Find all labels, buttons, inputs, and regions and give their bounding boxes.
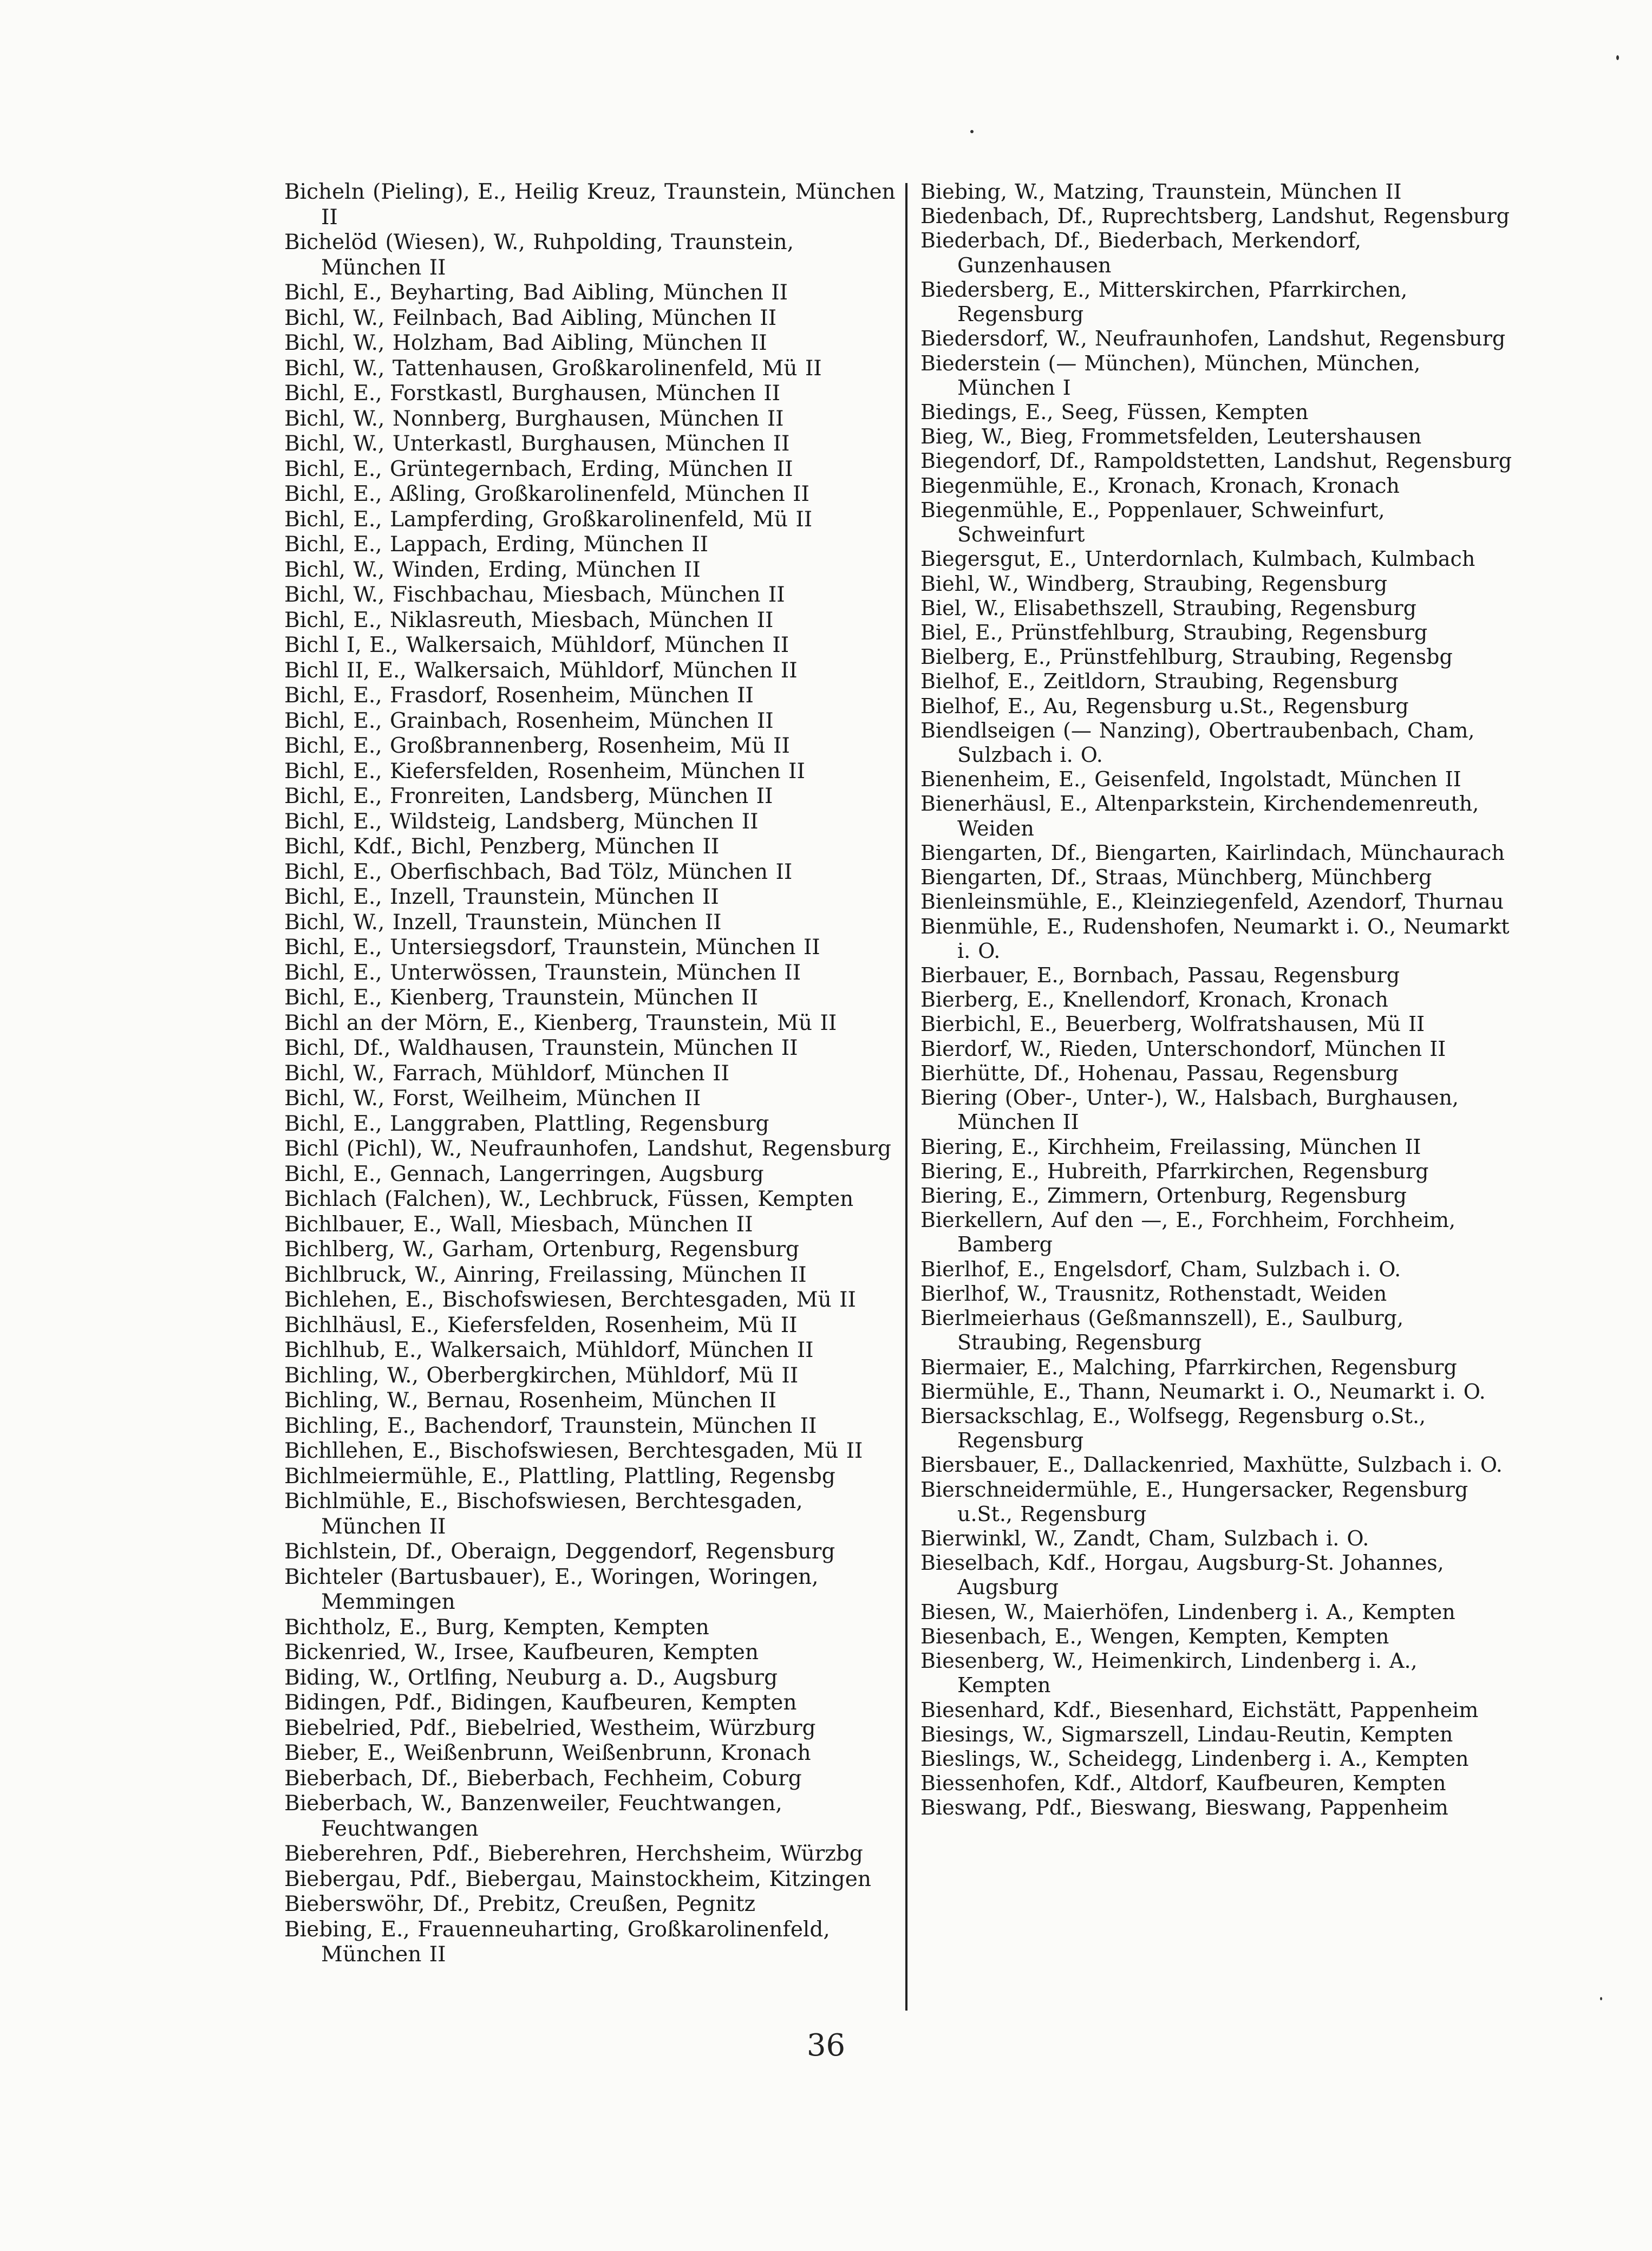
place-entry: Bieberehren, Pdf., Bieberehren, Herchsheim, Würzbg: [284, 1842, 863, 1866]
place-entry: Biedings, E., Seeg, Füssen, Kempten: [920, 400, 1309, 424]
place-entry: Bichl, E., Wildsteig, Landsberg, München II: [284, 809, 759, 834]
place-entry: Biederstein (— München), München, München, München I: [920, 351, 1421, 400]
place-entry: Biermühle, E., Thann, Neumarkt i. O., Neumarkt i. O.: [920, 1379, 1486, 1404]
place-entry: Biengarten, Df., Biengarten, Kairlindach, Münchaurach: [920, 840, 1505, 865]
place-entry: Bichl, W., Holzham, Bad Aibling, München II: [284, 331, 767, 355]
place-entry: Bienenheim, E., Geisenfeld, Ingolstadt, München II: [920, 767, 1461, 792]
place-entry: Bichlach (Falchen), W., Lechbruck, Füssen, Kempten: [284, 1187, 854, 1211]
place-entry: Biengarten, Df., Straas, Münchberg, Münchberg: [920, 865, 1432, 890]
place-entry: Bichlbauer, E., Wall, Miesbach, München II: [284, 1212, 753, 1237]
place-entry: Biebing, W., Matzing, Traunstein, München II: [920, 180, 1402, 204]
right-column: [920, 180, 1516, 1821]
place-entry: Biesenbach, E., Wengen, Kempten, Kempten: [920, 1624, 1389, 1648]
place-entry: Bichelöd (Wiesen), W., Ruhpolding, Traunstein, München II: [284, 230, 794, 280]
place-entry: Biedersberg, E., Mitterskirchen, Pfarrkirchen, Regensburg: [920, 277, 1408, 327]
place-entry: Biegenmühle, E., Kronach, Kronach, Kronach: [920, 473, 1400, 498]
place-entry: Bierhütte, Df., Hohenau, Passau, Regensburg: [920, 1061, 1399, 1085]
place-entry: Bichl, E., Kiefersfelden, Rosenheim, München II: [284, 759, 805, 784]
place-entry: Bieswang, Pdf., Bieswang, Bieswang, Pappenheim: [920, 1796, 1448, 1820]
place-entry: Bichllehen, E., Bischofswiesen, Berchtesgaden, Mü II: [284, 1439, 863, 1463]
place-entry: Biel, W., Elisabethszell, Straubing, Regensburg: [920, 596, 1416, 620]
scan-speck: [1616, 55, 1619, 60]
place-entry: Bichl, W., Inzell, Traunstein, München II: [284, 910, 722, 935]
place-entry: Bichl, E., Lappach, Erding, München II: [284, 532, 709, 557]
place-entry: Bieg, W., Bieg, Frommetsfelden, Leutershausen: [920, 425, 1422, 449]
place-entry: Bielhof, E., Au, Regensburg u.St., Regensburg: [920, 694, 1409, 718]
place-entry: Biering (Ober-, Unter-), W., Halsbach, Burghausen, München II: [920, 1086, 1459, 1134]
place-entry: Bichlstein, Df., Oberaign, Deggendorf, Regensburg: [284, 1539, 835, 1564]
scan-speck: [1600, 1997, 1602, 2000]
place-entry: Bichl, E., Niklasreuth, Miesbach, München II: [284, 608, 774, 632]
place-entry: Bieslings, W., Scheidegg, Lindenberg i. A., Kempten: [920, 1747, 1469, 1771]
place-entry: Bichl, E., Langgraben, Plattling, Regensburg: [284, 1111, 769, 1136]
place-entry: Bichl, W., Fischbachau, Miesbach, München II: [284, 583, 785, 607]
scan-speck: [970, 130, 974, 133]
place-entry: Biersackschlag, E., Wolfsegg, Regensburg o.St., Regensburg: [920, 1404, 1426, 1453]
place-entry: Bichl, W., Forst, Weilheim, München II: [284, 1086, 701, 1111]
place-entry: Bichl, E., Inzell, Traunstein, München II: [284, 885, 719, 909]
place-entry: Bichl, E., Untersiegsdorf, Traunstein, München II: [284, 935, 820, 960]
place-entry: Bichl, E., Grainbach, Rosenheim, München II: [284, 708, 774, 733]
place-entry: Bichlhub, E., Walkersaich, Mühldorf, München II: [284, 1338, 814, 1362]
place-entry: Biebergau, Pdf., Biebergau, Mainstockheim, Kitzingen: [284, 1867, 871, 1891]
place-entry: Bieberbach, W., Banzenweiler, Feuchtwangen, Feuchtwangen: [284, 1791, 782, 1841]
place-entry: Bichl, E., Lampferding, Großkarolinenfeld, Mü II: [284, 507, 813, 532]
place-entry: Bielhof, E., Zeitldorn, Straubing, Regensburg: [920, 669, 1399, 694]
place-entry: Bieberbach, Df., Bieberbach, Fechheim, Coburg: [284, 1766, 802, 1791]
place-entry: Bieselbach, Kdf., Horgau, Augsburg-St. Johannes, Augsburg: [920, 1551, 1444, 1600]
place-entry: Bichl, E., Oberfischbach, Bad Tölz, München II: [284, 859, 793, 884]
place-entry: Biessenhofen, Kdf., Altdorf, Kaufbeuren, Kempten: [920, 1771, 1446, 1796]
place-entry: Bichlmühle, E., Bischofswiesen, Berchtesgaden, München II: [284, 1489, 803, 1539]
left-column: [284, 180, 899, 1968]
column-divider: [905, 183, 907, 2011]
place-entry: Bichl, W., Unterkastl, Burghausen, München II: [284, 432, 790, 456]
place-entry: Bichl, E., Beyharting, Bad Aibling, München II: [284, 280, 788, 305]
place-entry: Bichl an der Mörn, E., Kienberg, Traunstein, Mü II: [284, 1010, 837, 1035]
place-entry: Biermaier, E., Malching, Pfarrkirchen, Regensburg: [920, 1355, 1457, 1379]
place-entry: Bienleinsmühle, E., Kleinziegenfeld, Azendorf, Thurnau: [920, 890, 1504, 914]
place-entry: Bieber, E., Weißenbrunn, Weißenbrunn, Kronach: [284, 1741, 811, 1765]
place-entry: Bichl, E., Kienberg, Traunstein, München II: [284, 986, 759, 1010]
place-entry: Bierwinkl, W., Zandt, Cham, Sulzbach i. O.: [920, 1526, 1369, 1551]
place-entry: Biering, E., Kirchheim, Freilassing, München II: [920, 1134, 1421, 1159]
place-entry: Bidingen, Pdf., Bidingen, Kaufbeuren, Kempten: [284, 1691, 797, 1715]
place-entry: Bierlhof, W., Trausnitz, Rothenstadt, Weiden: [920, 1281, 1387, 1306]
place-entry: Bierbauer, E., Bornbach, Passau, Regensburg: [920, 963, 1400, 987]
place-entry: Bichl, Kdf., Bichl, Penzberg, München II: [284, 834, 720, 859]
place-entry: Bichlmeiermühle, E., Plattling, Plattling, Regensbg: [284, 1464, 835, 1489]
place-entry: Bierberg, E., Knellendorf, Kronach, Kronach: [920, 988, 1388, 1012]
place-entry: Biederbach, Df., Biederbach, Merkendorf, Gunzenhausen: [920, 229, 1362, 277]
place-entry: Biesenberg, W., Heimenkirch, Lindenberg i. A., Kempten: [920, 1649, 1418, 1698]
place-entry: Bichling, W., Oberbergkirchen, Mühldorf, Mü II: [284, 1363, 799, 1388]
place-entry: Bichl, E., Forstkastl, Burghausen, München II: [284, 381, 781, 406]
place-entry: Bichtholz, E., Burg, Kempten, Kempten: [284, 1615, 709, 1640]
place-entry: Bichlehen, E., Bischofswiesen, Berchtesgaden, Mü II: [284, 1288, 856, 1312]
place-entry: Biesen, W., Maierhöfen, Lindenberg i. A., Kempten: [920, 1600, 1455, 1624]
place-entry: Bickenried, W., Irsee, Kaufbeuren, Kempten: [284, 1640, 759, 1665]
place-entry: Bichl, Df., Waldhausen, Traunstein, München II: [284, 1036, 798, 1060]
place-entry: Biegenmühle, E., Poppenlauer, Schweinfurt, Schweinfurt: [920, 498, 1385, 547]
place-entry: Bichl, E., Unterwössen, Traunstein, München II: [284, 960, 801, 985]
place-entry: Bierlmeierhaus (Geßmannszell), E., Saulburg, Straubing, Regensburg: [920, 1306, 1404, 1355]
place-entry: Bielberg, E., Prünstfehlburg, Straubing, Regensbg: [920, 645, 1453, 669]
place-entry: Bierdorf, W., Rieden, Unterschondorf, München II: [920, 1036, 1446, 1061]
place-entry: Bieberswöhr, Df., Prebitz, Creußen, Pegnitz: [284, 1892, 756, 1916]
place-entry: Biegersgut, E., Unterdornlach, Kulmbach, Kulmbach: [920, 547, 1475, 571]
place-entry: Biendlseigen (— Nanzing), Obertraubenbach, Cham, Sulzbach i. O.: [920, 718, 1475, 767]
place-entry: Bichl (Pichl), W., Neufraunhofen, Landshut, Regensburg: [284, 1137, 891, 1161]
place-entry: Bierbichl, E., Beuerberg, Wolfratshausen, Mü II: [920, 1012, 1425, 1036]
place-entry: Biegendorf, Df., Rampoldstetten, Landshut, Regensburg: [920, 449, 1512, 473]
place-entry: Bierlhof, E., Engelsdorf, Cham, Sulzbach i. O.: [920, 1257, 1401, 1281]
place-entry: Bichling, E., Bachendorf, Traunstein, München II: [284, 1413, 817, 1438]
place-entry: Bicheln (Pieling), E., Heilig Kreuz, Traunstein, München II: [284, 180, 896, 230]
place-entry: Bichl, E., Aßling, Großkarolinenfeld, München II: [284, 482, 809, 506]
place-entry: Bichl, E., Fronreiten, Landsberg, München II: [284, 784, 773, 808]
place-entry: Bichl II, E., Walkersaich, Mühldorf, München II: [284, 658, 798, 683]
place-entry: Biebing, E., Frauenneuharting, Großkarolinenfeld, München II: [284, 1917, 830, 1967]
place-entry: Bichl, E., Grüntegernbach, Erding, München II: [284, 456, 793, 481]
place-entry: Bienmühle, E., Rudenshofen, Neumarkt i. O., Neumarkt i. O.: [920, 914, 1510, 963]
place-entry: Bichl, E., Frasdorf, Rosenheim, München II: [284, 683, 754, 708]
place-entry: Bichling, W., Bernau, Rosenheim, München II: [284, 1388, 777, 1413]
place-entry: Bichl, W., Nonnberg, Burghausen, München II: [284, 406, 784, 431]
place-entry: Bichl I, E., Walkersaich, Mühldorf, München II: [284, 633, 789, 657]
page-number: 36: [806, 2028, 846, 2063]
place-entry: Biering, E., Hubreith, Pfarrkirchen, Regensburg: [920, 1159, 1429, 1183]
place-entry: Biersbauer, E., Dallackenried, Maxhütte, Sulzbach i. O.: [920, 1453, 1503, 1477]
place-entry: Biering, E., Zimmern, Ortenburg, Regensburg: [920, 1183, 1407, 1208]
place-entry: Biesings, W., Sigmarszell, Lindau-Reutin, Kempten: [920, 1722, 1453, 1746]
place-entry: Bichlhäusl, E., Kiefersfelden, Rosenheim, Mü II: [284, 1313, 798, 1337]
place-entry: Bichteler (Bartusbauer), E., Woringen, Woringen, Memmingen: [284, 1564, 819, 1614]
place-entry: Bierkellern, Auf den —, E., Forchheim, Forchheim, Bamberg: [920, 1208, 1456, 1257]
place-entry: Biebelried, Pdf., Biebelried, Westheim, Würzburg: [284, 1715, 816, 1740]
place-entry: Biesenhard, Kdf., Biesenhard, Eichstätt, Pappenheim: [920, 1698, 1479, 1722]
place-entry: Bichl, W., Winden, Erding, München II: [284, 557, 701, 582]
place-entry: Bichlbruck, W., Ainring, Freilassing, München II: [284, 1262, 807, 1287]
place-entry: Biel, E., Prünstfehlburg, Straubing, Regensburg: [920, 620, 1428, 644]
place-entry: Biding, W., Ortlfing, Neuburg a. D., Augsburg: [284, 1665, 778, 1690]
place-entry: Bichl, E., Gennach, Langerringen, Augsburg: [284, 1162, 764, 1186]
place-entry: Bichl, W., Feilnbach, Bad Aibling, München II: [284, 305, 777, 330]
place-entry: Bichl, E., Großbrannenberg, Rosenheim, Mü II: [284, 734, 790, 758]
place-entry: Bichl, W., Tattenhausen, Großkarolinenfeld, Mü II: [284, 356, 822, 381]
place-entry: Bienerhäusl, E., Altenparkstein, Kirchendemenreuth, Weiden: [920, 792, 1479, 840]
place-entry: Bichl, W., Farrach, Mühldorf, München II: [284, 1061, 729, 1086]
place-entry: Biehl, W., Windberg, Straubing, Regensburg: [920, 571, 1388, 596]
place-entry: Bierschneidermühle, E., Hungersacker, Regensburg u.St., Regensburg: [920, 1477, 1468, 1526]
place-entry: Biedenbach, Df., Ruprechtsberg, Landshut, Regensburg: [920, 204, 1510, 229]
place-entry: Biedersdorf, W., Neufraunhofen, Landshut, Regensburg: [920, 327, 1506, 351]
place-entry: Bichlberg, W., Garham, Ortenburg, Regensburg: [284, 1237, 799, 1262]
